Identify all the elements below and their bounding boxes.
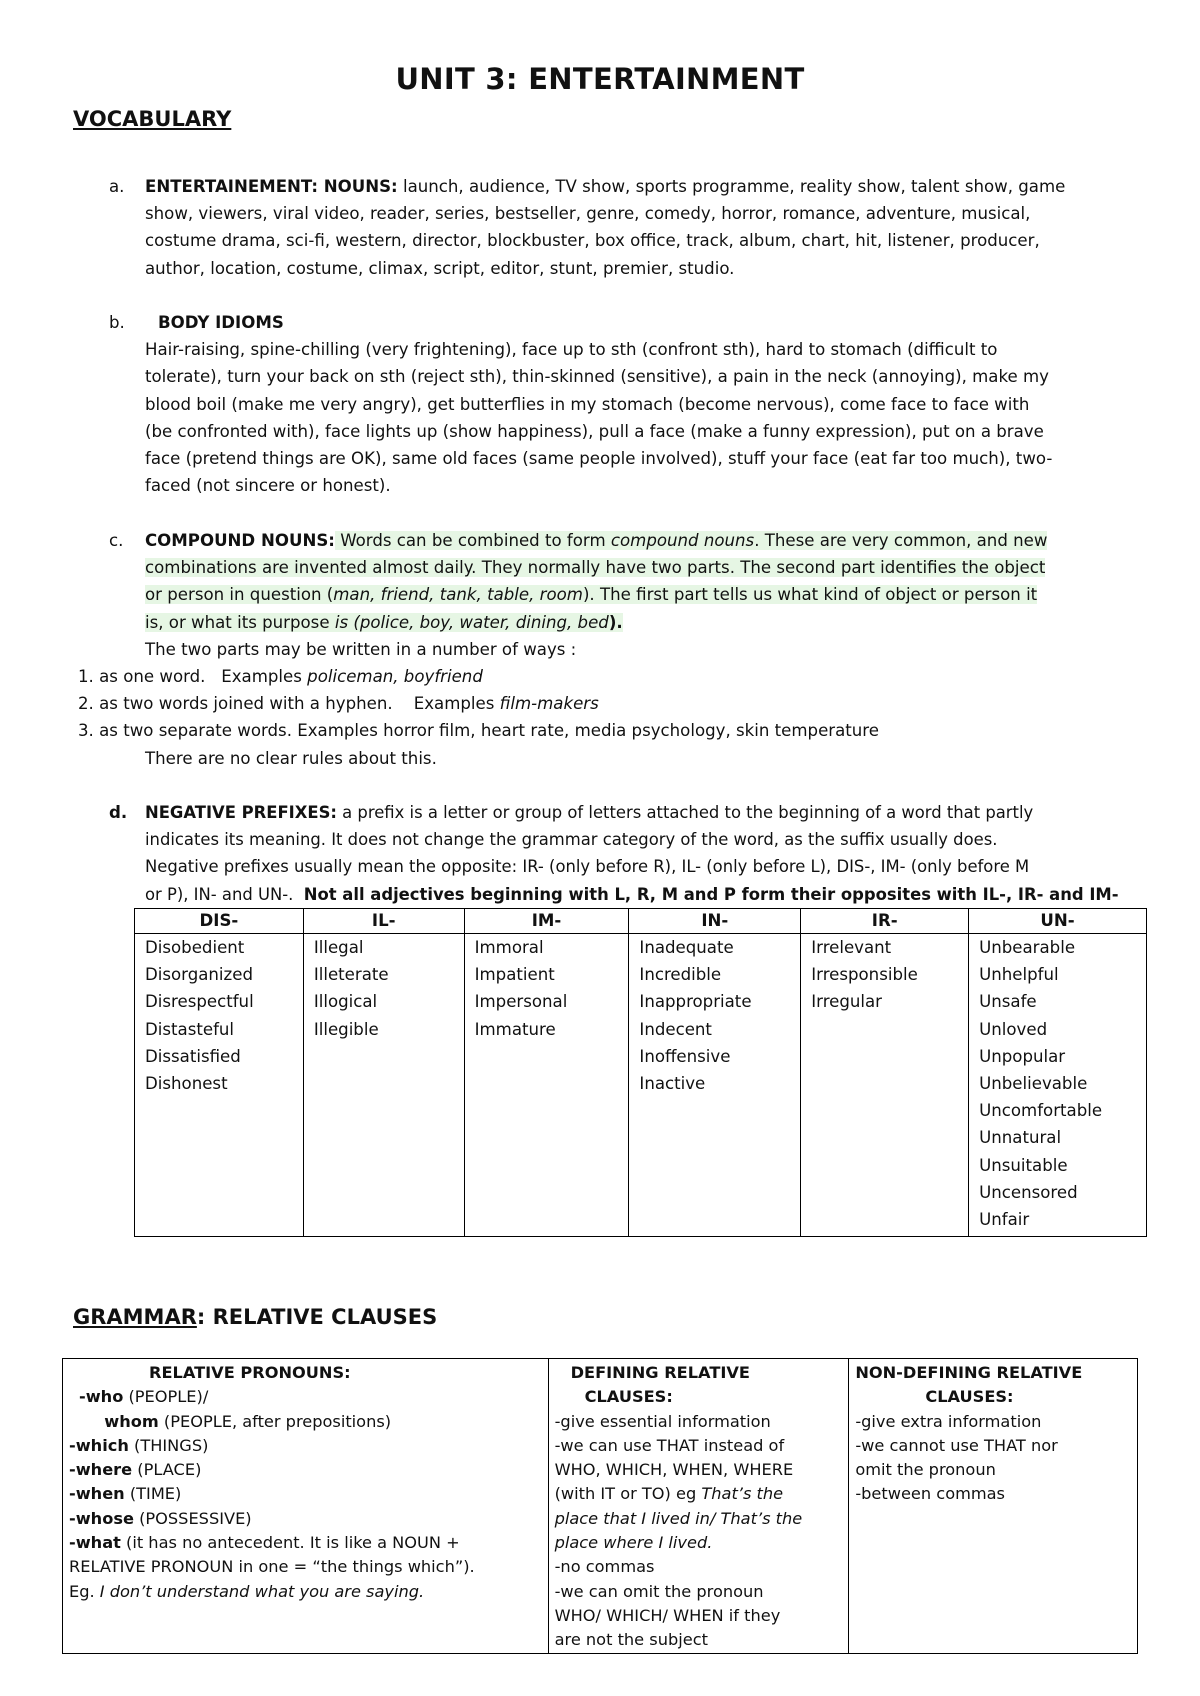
section-a-heading: ENTERTAINEMENT: NOUNS: bbox=[145, 177, 398, 196]
word: Dissatisfied bbox=[145, 1046, 241, 1066]
list-example: policeman, boyfriend bbox=[307, 667, 483, 686]
list-item bbox=[69, 1482, 542, 1506]
list-item: -we cannot use THAT nor bbox=[855, 1435, 1058, 1455]
word: Immoral bbox=[474, 938, 544, 957]
word: Unfair bbox=[979, 1210, 1030, 1230]
section-c-text-run: ). The first part tells us what kind of object or person it bbox=[582, 585, 1038, 605]
word: Inoffensive bbox=[639, 1046, 731, 1066]
pronoun: -where bbox=[69, 1460, 133, 1480]
non-defining-heading: NON-DEFINING RELATIVE bbox=[855, 1363, 1083, 1382]
pronoun: -which bbox=[69, 1435, 129, 1455]
list-item: -give extra information bbox=[855, 1411, 1042, 1431]
list-number: 1. bbox=[78, 667, 94, 686]
word: Inadequate bbox=[639, 938, 734, 957]
word: Uncensored bbox=[979, 1182, 1078, 1202]
column-header-dis: DIS- bbox=[135, 909, 304, 934]
column-dis-cell bbox=[135, 934, 304, 1237]
section-d-heading: NEGATIVE PREFIXES: bbox=[145, 803, 337, 822]
column-il-cell bbox=[303, 934, 464, 1237]
word: Unsuitable bbox=[979, 1155, 1068, 1175]
word: Immature bbox=[474, 1019, 556, 1039]
table-row bbox=[63, 1359, 1138, 1654]
section-b-line: tolerate), turn your back on sth (reject sth), thin-skinned (sensitive), a pain in the neck (annoying), make my bbox=[145, 367, 1049, 387]
section-d-text bbox=[145, 799, 1165, 908]
column-un-cell bbox=[969, 934, 1147, 1237]
word: Dishonest bbox=[145, 1074, 228, 1094]
list-item bbox=[69, 1531, 542, 1555]
table-header-row bbox=[135, 909, 1147, 934]
column-header-un: UN- bbox=[969, 909, 1147, 934]
list-item: -we can omit the pronoun bbox=[554, 1581, 764, 1601]
example bbox=[69, 1580, 542, 1604]
section-c-italic-run: man, friend, tank, table, room bbox=[333, 585, 583, 605]
list-item bbox=[69, 1410, 542, 1434]
word: Inactive bbox=[639, 1074, 706, 1094]
word: Uncomfortable bbox=[979, 1101, 1103, 1121]
relative-pronouns-cell bbox=[63, 1359, 549, 1654]
section-b-line: faced (not sincere or honest). bbox=[145, 476, 391, 496]
list-number: 3. bbox=[78, 721, 94, 741]
section-d-line: a prefix is a letter or group of letters attached to the beginning of a word that partly bbox=[336, 803, 1034, 822]
word: Unsafe bbox=[979, 992, 1037, 1012]
section-a-line: show, viewers, viral video, reader, series, bestseller, genre, comedy, horror, romance, adventure, musical, bbox=[145, 204, 1031, 224]
example-sentence: That’s the bbox=[701, 1484, 784, 1504]
example-sentence: I don’t understand what you are saying. bbox=[99, 1581, 425, 1601]
section-d-line: indicates its meaning. It does not change the grammar category of the word, as the suffix usually does. bbox=[145, 830, 998, 850]
word: Illogical bbox=[313, 992, 378, 1012]
word: Impersonal bbox=[474, 992, 568, 1012]
section-c-text bbox=[145, 527, 1155, 663]
pronoun-note: (PLACE) bbox=[132, 1460, 202, 1480]
list-text: as two words joined with a hyphen. Examples bbox=[99, 694, 500, 714]
section-c-heading: COMPOUND NOUNS: bbox=[145, 531, 335, 550]
pronoun-note: (POSSESSIVE) bbox=[133, 1508, 252, 1528]
list-item bbox=[78, 663, 1138, 690]
list-item: WHO, WHICH, WHEN, WHERE bbox=[554, 1460, 794, 1480]
list-item: -no commas bbox=[554, 1557, 655, 1577]
grammar-heading-underlined: GRAMMAR bbox=[73, 1305, 197, 1329]
column-header-il: IL- bbox=[303, 909, 464, 934]
section-c-marker: c. bbox=[109, 531, 124, 550]
pronoun: -who bbox=[79, 1387, 124, 1407]
section-c-italic-run: compound nouns bbox=[610, 531, 755, 550]
section-c-text-run: Words can be combined to form bbox=[334, 531, 611, 550]
word: Unbearable bbox=[979, 938, 1076, 957]
list-item bbox=[555, 1482, 843, 1506]
word: Illeterate bbox=[313, 965, 389, 985]
column-header-ir: IR- bbox=[801, 909, 969, 934]
section-c-text-run: ). bbox=[608, 612, 623, 632]
word: Inappropriate bbox=[639, 992, 752, 1012]
word: Irrelevant bbox=[811, 938, 892, 957]
word: Disrespectful bbox=[145, 992, 254, 1012]
list-example: film-makers bbox=[499, 694, 599, 714]
word: Distasteful bbox=[145, 1019, 235, 1039]
section-c-text-run: or person in question ( bbox=[145, 585, 334, 605]
list-item bbox=[555, 1507, 843, 1531]
section-d-bold-note: Not all adjectives beginning with L, R, M and P form their opposites with IL-, IR- and IM- bbox=[303, 884, 1119, 904]
word: Illegal bbox=[313, 938, 364, 957]
section-a-marker: a. bbox=[109, 177, 125, 196]
grammar-heading-rest: : RELATIVE CLAUSES bbox=[196, 1305, 438, 1329]
list-item: omit the pronoun bbox=[855, 1460, 996, 1480]
list-item bbox=[69, 1385, 542, 1409]
word: Illegible bbox=[313, 1019, 379, 1039]
section-b-line: Hair-raising, spine-chilling (very frightening), face up to sth (confront sth), hard to stomach (difficult to bbox=[145, 340, 998, 360]
section-c-text-run: . These are very common, and new bbox=[754, 531, 1048, 550]
pronoun: whom bbox=[93, 1411, 159, 1431]
list-text: as two separate words. Examples horror film, heart rate, media psychology, skin temperature bbox=[99, 721, 879, 741]
word: Unhelpful bbox=[979, 965, 1059, 985]
column-header-im: IM- bbox=[464, 909, 629, 934]
section-a-line: author, location, costume, climax, script, editor, stunt, premier, studio. bbox=[145, 258, 735, 278]
word: Unbelievable bbox=[979, 1074, 1088, 1094]
word: Irregular bbox=[811, 992, 883, 1012]
word: Unnatural bbox=[979, 1128, 1062, 1148]
word: Disobedient bbox=[145, 938, 245, 957]
section-d-line: or P), IN- and UN-. bbox=[145, 884, 304, 904]
vocabulary-heading: VOCABULARY bbox=[73, 107, 232, 131]
non-defining-heading: CLAUSES: bbox=[925, 1387, 1014, 1407]
list-item: are not the subject bbox=[554, 1630, 708, 1650]
table-row bbox=[135, 934, 1147, 1237]
prefix-table bbox=[134, 908, 1147, 1237]
list-item bbox=[78, 690, 1138, 717]
pronoun: -whose bbox=[69, 1508, 134, 1528]
list-item bbox=[69, 1507, 542, 1531]
ways-note: There are no clear rules about this. bbox=[145, 749, 437, 768]
text-run: (with IT or TO) eg bbox=[554, 1484, 702, 1504]
pronoun: -when bbox=[69, 1484, 125, 1504]
pronoun-note: (PEOPLE, after prepositions) bbox=[158, 1411, 392, 1431]
defining-heading: DEFINING RELATIVE bbox=[570, 1363, 750, 1382]
list-item bbox=[555, 1531, 843, 1555]
list-number: 2. bbox=[78, 694, 94, 714]
column-in-cell bbox=[629, 934, 801, 1237]
list-text: as one word. Examples bbox=[99, 667, 308, 686]
section-c-line: combinations are invented almost daily. They normally have two parts. The second part identifies the object bbox=[145, 558, 1046, 578]
section-b-line: (be confronted with), face lights up (show happiness), pull a face (make a funny expression), put on a brave bbox=[145, 421, 1044, 441]
section-a-text bbox=[145, 173, 1155, 282]
word: Impatient bbox=[474, 965, 555, 985]
word: Disorganized bbox=[145, 965, 253, 985]
section-c-italic-run: is (police, boy, water, dining, bed bbox=[334, 612, 609, 632]
list-item: -between commas bbox=[855, 1484, 1005, 1504]
pronoun-note: (THINGS) bbox=[128, 1435, 209, 1455]
list-item bbox=[78, 717, 1138, 744]
column-header-in: IN- bbox=[629, 909, 801, 934]
section-b-marker: b. bbox=[109, 313, 125, 332]
example-prefix: Eg. bbox=[69, 1581, 100, 1601]
word: Unpopular bbox=[979, 1046, 1066, 1066]
relative-pronouns-heading: RELATIVE PRONOUNS: bbox=[149, 1363, 351, 1382]
section-a-line: launch, audience, TV show, sports programme, reality show, talent show, game bbox=[397, 177, 1066, 196]
list-item: -give essential information bbox=[554, 1411, 771, 1431]
word: Unloved bbox=[979, 1019, 1048, 1039]
section-b-line: blood boil (make me very angry), get butterflies in my stomach (become nervous), come face to face with bbox=[145, 394, 1030, 414]
non-defining-clauses-cell bbox=[849, 1359, 1138, 1654]
ways-intro: The two parts may be written in a number of ways : bbox=[145, 639, 577, 659]
column-ir-cell bbox=[801, 934, 969, 1237]
example-sentence: place where I lived. bbox=[554, 1533, 713, 1553]
ways-list bbox=[78, 663, 1138, 745]
pronoun-note-line: RELATIVE PRONOUN in one = “the things which”). bbox=[69, 1557, 475, 1577]
section-a-line: costume drama, sci-fi, western, director, blockbuster, box office, track, album, chart, hit, listener, producer, bbox=[145, 231, 1040, 251]
list-item bbox=[69, 1434, 542, 1458]
grammar-heading bbox=[73, 1305, 437, 1329]
list-item: -we can use THAT instead of bbox=[554, 1435, 785, 1455]
section-d-marker: d. bbox=[109, 803, 128, 822]
section-b-text bbox=[145, 309, 1155, 499]
word: Incredible bbox=[639, 965, 722, 985]
page-title: UNIT 3: ENTERTAINMENT bbox=[395, 62, 805, 96]
relative-clauses-table bbox=[62, 1358, 1138, 1654]
section-b-heading: BODY IDIOMS bbox=[158, 313, 284, 332]
word: Irresponsible bbox=[811, 965, 918, 985]
defining-clauses-cell bbox=[548, 1359, 849, 1654]
pronoun: -what bbox=[69, 1533, 121, 1553]
column-im-cell bbox=[464, 934, 629, 1237]
pronoun-note: (PEOPLE)/ bbox=[123, 1387, 209, 1407]
word: Indecent bbox=[639, 1019, 712, 1039]
pronoun-note: (it has no antecedent. It is like a NOUN + bbox=[120, 1533, 460, 1553]
section-b-line: face (pretend things are OK), same old faces (same people involved), stuff your face (eat far too much), two- bbox=[145, 449, 1053, 469]
section-d-line: Negative prefixes usually mean the opposite: IR- (only before R), IL- (only before L), DIS-, IM- (only before M bbox=[145, 857, 1030, 877]
section-c-text-run: is, or what its purpose bbox=[145, 612, 335, 632]
list-item bbox=[69, 1458, 542, 1482]
defining-heading: CLAUSES: bbox=[584, 1387, 673, 1407]
list-item: WHO/ WHICH/ WHEN if they bbox=[554, 1605, 781, 1625]
example-sentence: place that I lived in/ That’s the bbox=[554, 1508, 803, 1528]
pronoun-note: (TIME) bbox=[124, 1484, 182, 1504]
